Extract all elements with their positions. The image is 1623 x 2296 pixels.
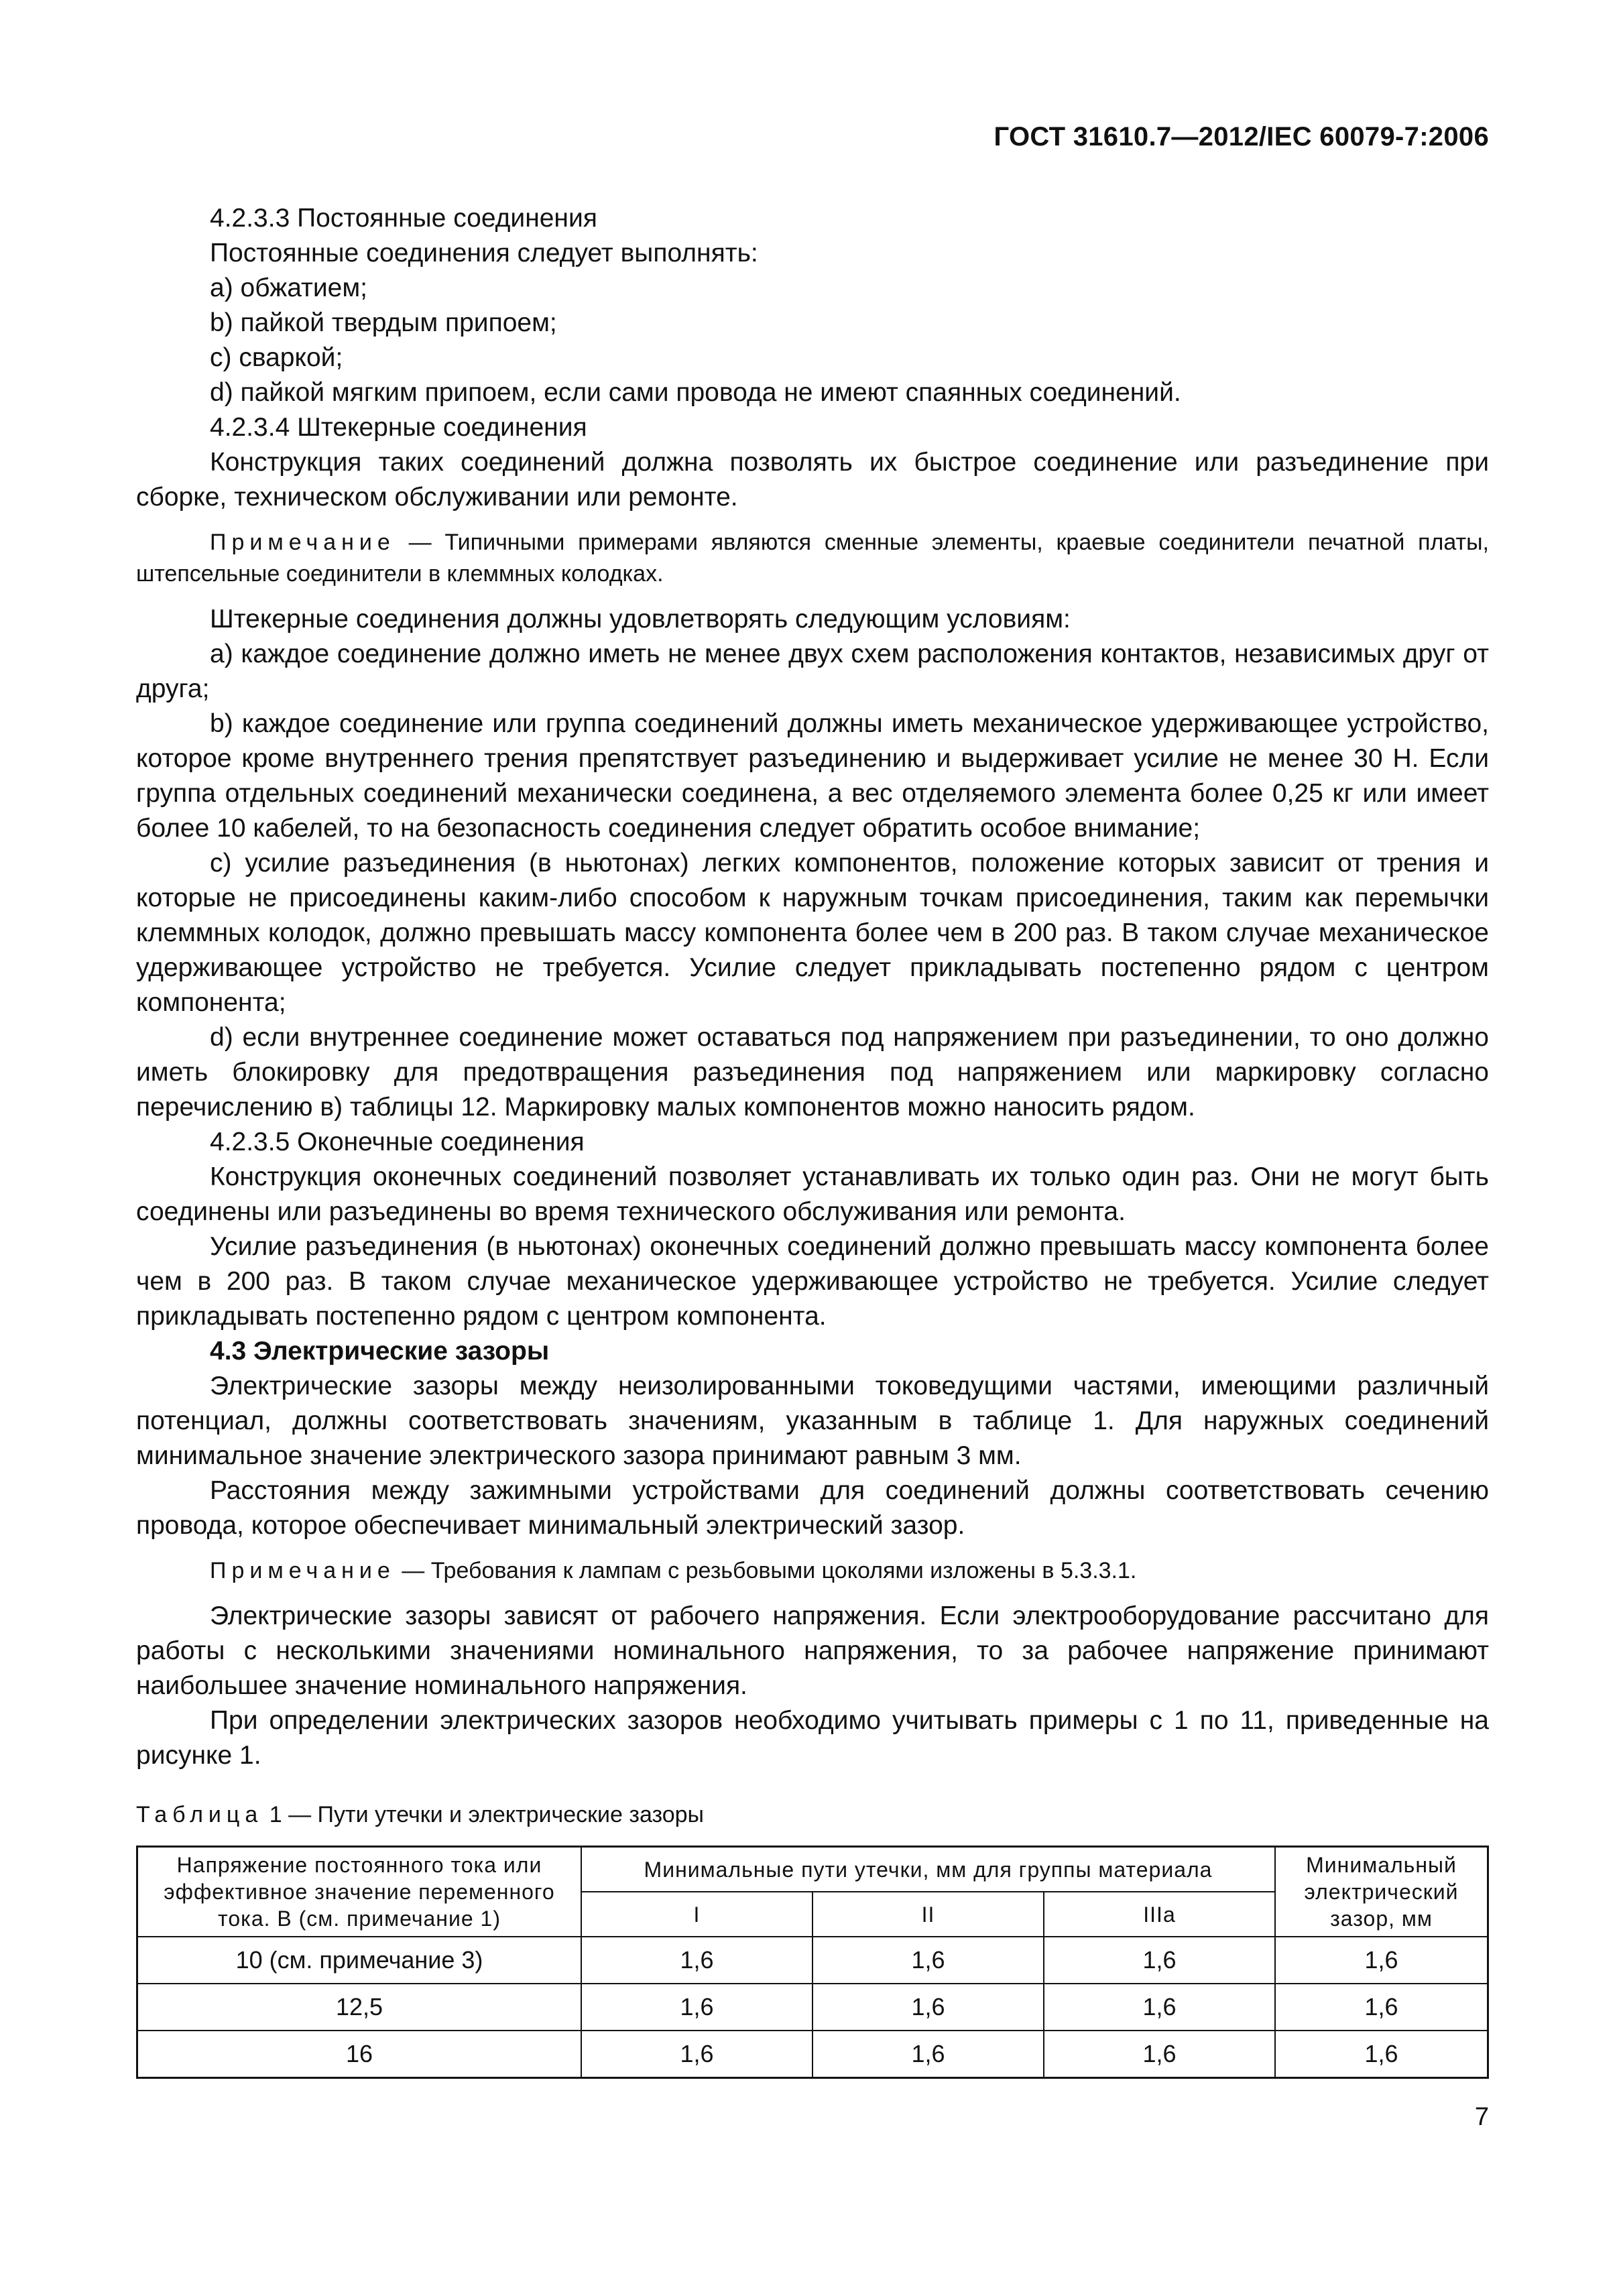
document-header: ГОСТ 31610.7—2012/IEC 60079-7:2006 [994,122,1489,152]
list-item: а) каждое соединение должно иметь не менее двух схем расположения контактов, независимых друг от друга; [136,640,1489,703]
list-item: d) пайкой мягким припоем, если сами провода не имеют спаянных соединений. [210,378,1181,407]
table-cell: 1,6 [581,1937,813,1984]
list-item: b) каждое соединение или группа соединений должны иметь механическое удерживающее устройство, которое кроме внутреннего трения препятствует разъединению и выдерживает усилие не менее 30 Н. Если группа отдельных соединений механически соединена, а вес отделяемого элемента более 0,25 кг или имеет более 10 кабелей, то на безопасность соединения следует обратить особое внимание; [136,709,1489,843]
list-item: с) сваркой; [210,343,343,372]
table-cell: 1,6 [813,2031,1044,2078]
list-item: b) пайкой твердым припоем; [210,308,557,337]
page-number: 7 [1474,2103,1489,2131]
table-cell: 1,6 [1044,2031,1275,2078]
table-cell: 1,6 [1044,1937,1275,1984]
table-caption [136,1800,1489,1829]
paragraph: Усилие разъединения (в ньютонах) оконечных соединений должно превышать массу компонента более чем в 200 раз. В таком случае механическое удерживающее устройство не требуется. Усилие следует прикладывать постепенно рядом с центром компонента. [136,1232,1489,1331]
paragraph: При определении электрических зазоров необходимо учитывать примеры с 1 по 11, приведенные на рисунке 1. [136,1706,1489,1770]
document-body [136,201,1489,2079]
table-row [137,1937,1488,1984]
header-group-ii: II [813,1892,1044,1937]
table-caption-text: 1 — Пути утечки и электрические зазоры [263,1802,704,1827]
note-text: — Типичными примерами являются сменные элементы, краевые соединители печатной платы, штепсельные соединители в клеммных колодках. [136,530,1489,587]
table-cell: 12,5 [137,1984,582,2031]
table-cell: 1,6 [1275,2031,1488,2078]
note-text: — Требования к лампам с резьбовыми цоколями изложены в 5.3.3.1. [395,1558,1137,1583]
note [136,527,1489,590]
note [136,1555,1489,1587]
table-cell: 1,6 [813,1984,1044,2031]
list-item: d) если внутреннее соединение может оставаться под напряжением при разъединении, то оно должно иметь блокировку для предотвращения разъединения под напряжением или маркировку согласно перечислению в) таблицы 12. Маркировку малых компонентов можно наносить рядом. [136,1023,1489,1122]
table-cell: 1,6 [1275,1984,1488,2031]
header-voltage: Напряжение постоянного тока или эффективное значение переменного тока. В (см. примечание 1) [137,1847,582,1937]
table-caption-label: Таблица [136,1802,263,1827]
table-cell: 16 [137,2031,582,2078]
list-item: с) усилие разъединения (в ньютонах) легких компонентов, положение которых зависит от трения и которые не присоединены каким-либо способом к наружным точкам присоединения, таким как перемычки клеммных колодок, должно превышать массу компонента более чем в 200 раз. В таком случае механическое удерживающее устройство не требуется. Усилие следует прикладывать постепенно рядом с центром компонента; [136,849,1489,1017]
table-cell: 1,6 [581,2031,813,2078]
paragraph: Конструкция таких соединений должна позволять их быстрое соединение или разъединение при сборке, техническом обслуживании или ремонте. [136,448,1489,511]
subsection-heading-4-2-3-5: 4.2.3.5 Оконечные соединения [210,1128,585,1156]
section-heading-4-3: 4.3 Электрические зазоры [210,1337,550,1366]
list-item: а) обжатием; [210,274,368,302]
table-cell: 1,6 [581,1984,813,2031]
paragraph: Конструкция оконечных соединений позволяет устанавливать их только один раз. Они не могут быть соединены или разъединены во время технического обслуживания или ремонта. [136,1162,1489,1226]
note-label: Примечание [210,530,396,555]
paragraph: Электрические зазоры зависят от рабочего напряжения. Если электрооборудование рассчитано для работы с несколькими значениями номинального напряжения, то за рабочее напряжение принимают наибольшее значение номинального напряжения. [136,1602,1489,1700]
paragraph: Электрические зазоры между неизолированными токоведущими частями, имеющими различный потенциал, должны соответствовать значениям, указанным в таблице 1. Для наружных соединений минимальное значение электрического зазора принимают равным 3 мм. [136,1372,1489,1470]
note-label: Примечание [210,1558,396,1583]
paragraph: Штекерные соединения должны удовлетворять следующим условиям: [210,605,1071,633]
header-group-iiia: IIIa [1044,1892,1275,1937]
table-row [137,2031,1488,2078]
header-clearance: Минимальный электрический зазор, мм [1275,1847,1488,1937]
header-creepage: Минимальные пути утечки, мм для группы материала [581,1847,1275,1892]
table-row [137,1984,1488,2031]
paragraph: Постоянные соединения следует выполнять: [210,239,758,267]
paragraph: Расстояния между зажимными устройствами для соединений должны соответствовать сечению провода, которое обеспечивает минимальный электрический зазор. [136,1476,1489,1540]
header-group-i: I [581,1892,813,1937]
table-cell: 1,6 [813,1937,1044,1984]
clearance-table [136,1846,1489,2079]
table-cell: 1,6 [1044,1984,1275,2031]
subsection-heading-4-2-3-4: 4.2.3.4 Штекерные соединения [210,413,587,442]
table-cell: 1,6 [1275,1937,1488,1984]
subsection-heading-4-2-3-3: 4.2.3.3 Постоянные соединения [210,204,597,233]
table-cell: 10 (см. примечание 3) [137,1937,582,1984]
